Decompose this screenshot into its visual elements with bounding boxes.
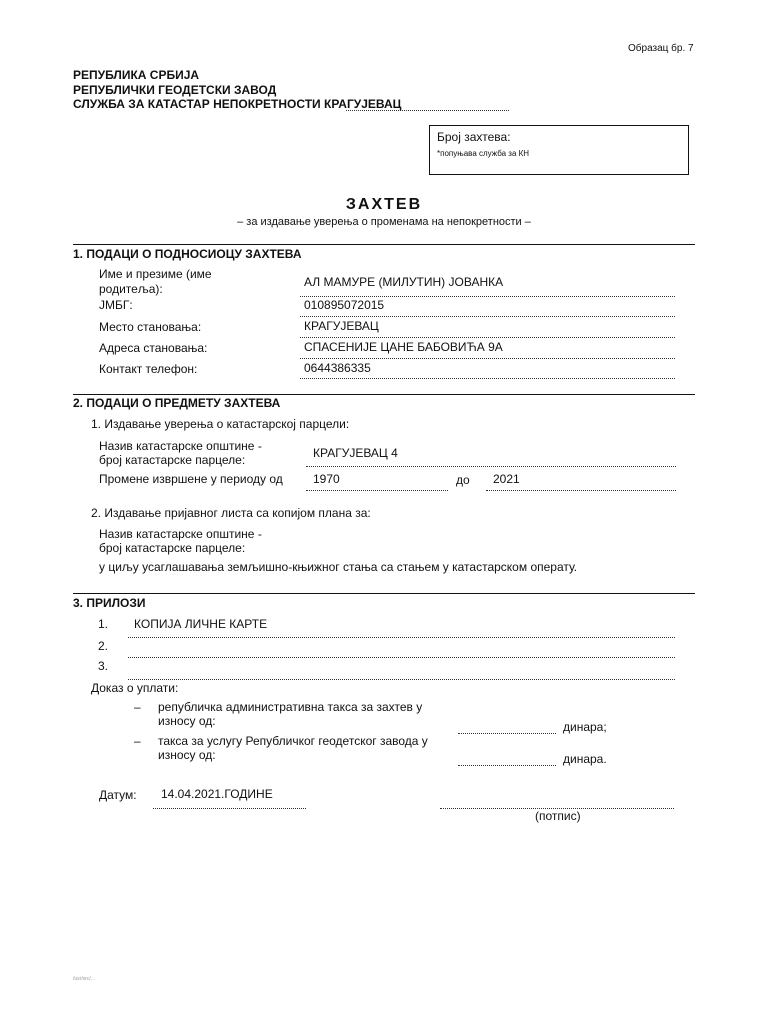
attachment-1-dotline bbox=[128, 637, 675, 638]
fee-1-amount-field[interactable] bbox=[458, 733, 556, 734]
form-title: ЗАХТЕВ bbox=[345, 196, 423, 213]
address-dotline bbox=[300, 358, 675, 359]
attachment-1-number: 1. bbox=[98, 617, 109, 631]
jmbg-label: ЈМБГ: bbox=[99, 298, 133, 312]
fee-1-unit: динара; bbox=[563, 720, 607, 734]
attachment-1-field[interactable]: КОПИЈА ЛИЧНЕ КАРТЕ bbox=[134, 617, 268, 631]
address-label: Адреса становања: bbox=[99, 341, 208, 355]
fee-2-dash: – bbox=[134, 734, 141, 748]
name-label-line2: родитеља): bbox=[99, 282, 163, 296]
jmbg-field[interactable]: 010895072015 bbox=[304, 298, 385, 312]
municipality-label-line2: број катастарске парцеле: bbox=[99, 453, 246, 467]
period-to-label: до bbox=[456, 473, 470, 487]
footer-path: /usr/src/... bbox=[73, 976, 95, 982]
residence-label: Место становања: bbox=[99, 320, 202, 334]
request-number-box[interactable] bbox=[429, 125, 689, 175]
attachment-2-number: 2. bbox=[98, 639, 109, 653]
fee-2-amount-field[interactable] bbox=[458, 765, 556, 766]
request-number-label: Број захтева: bbox=[437, 130, 511, 144]
phone-dotline bbox=[300, 378, 675, 379]
form-subtitle: – за издавање уверења о променама на непокретности – bbox=[237, 216, 531, 228]
section3-rule bbox=[73, 593, 695, 594]
name-dotline bbox=[300, 296, 675, 297]
municipality-dotline bbox=[306, 466, 676, 467]
date-label: Датум: bbox=[99, 788, 137, 802]
fee-2-unit: динара. bbox=[563, 752, 607, 766]
section2-item2: 2. Издавање пријавног листа са копијом плана за: bbox=[91, 506, 371, 520]
header-line-1: РЕПУБЛИКА СРБИЈА bbox=[73, 68, 200, 82]
fee-2-text-line2: износу од: bbox=[158, 748, 216, 762]
address-field[interactable]: СПАСЕНИЈЕ ЦАНЕ БАБОВИЋА 9А bbox=[304, 340, 503, 354]
header-city-dotline bbox=[346, 110, 509, 111]
fee-1-text-line1: републичка административна такса за захтев у bbox=[158, 700, 423, 714]
period-label: Промене извршене у периоду од bbox=[99, 472, 283, 486]
header-line-2: РЕПУБЛИЧКИ ГЕОДЕТСКИ ЗАВОД bbox=[73, 83, 277, 97]
jmbg-dotline bbox=[300, 316, 675, 317]
phone-label: Контакт телефон: bbox=[99, 362, 198, 376]
purpose-text: у циљу усаглашавања земљишно-књижног стања са стањем у катастарском операту. bbox=[99, 560, 578, 574]
header-service-label: СЛУЖБА ЗА КАТАСТАР НЕПОКРЕТНОСТИ bbox=[73, 97, 321, 111]
section3-heading: 3. ПРИЛОЗИ bbox=[73, 596, 146, 610]
payment-label: Доказ о уплати: bbox=[91, 681, 179, 695]
header-service-city: КРАГУЈЕВАЦ bbox=[324, 97, 402, 111]
residence-dotline bbox=[300, 337, 675, 338]
period-to-dotline bbox=[486, 490, 676, 491]
municipality-label-line1: Назив катастарске општине - bbox=[99, 439, 262, 453]
period-from-field[interactable]: 1970 bbox=[313, 472, 340, 486]
fee-2-text-line1: такса за услугу Републичког геодетског завода у bbox=[158, 734, 428, 748]
signature-label: (потпис) bbox=[535, 809, 581, 823]
name-field[interactable]: АЛ МАМУРЕ (МИЛУТИН) ЈОВАНКА bbox=[304, 275, 504, 289]
section1-rule bbox=[73, 244, 695, 245]
attachment-3-dotline bbox=[128, 679, 675, 680]
municipality2-label-line2: број катастарске парцеле: bbox=[99, 541, 246, 555]
phone-field[interactable]: 0644386335 bbox=[304, 361, 371, 375]
section2-item1: 1. Издавање уверења о катастарској парцели: bbox=[91, 417, 350, 431]
fee-1-dash: – bbox=[134, 700, 141, 714]
period-to-field[interactable]: 2021 bbox=[493, 472, 520, 486]
period-from-dotline bbox=[306, 490, 448, 491]
municipality2-label-line1: Назив катастарске општине - bbox=[99, 527, 262, 541]
section2-heading: 2. ПОДАЦИ О ПРЕДМЕТУ ЗАХТЕВА bbox=[73, 396, 281, 410]
request-number-note: *попуњава служба за КН bbox=[437, 149, 530, 158]
fee-1-text-line2: износу од: bbox=[158, 714, 216, 728]
section1-heading: 1. ПОДАЦИ О ПОДНОСИОЦУ ЗАХТЕВА bbox=[73, 247, 302, 261]
municipality-field[interactable]: КРАГУЈЕВАЦ 4 bbox=[313, 446, 398, 460]
section2-rule bbox=[73, 394, 695, 395]
header-line-3 bbox=[73, 97, 401, 111]
attachment-2-dotline bbox=[128, 657, 675, 658]
residence-field[interactable]: КРАГУЈЕВАЦ bbox=[304, 319, 379, 333]
date-dotline bbox=[153, 808, 306, 809]
date-field[interactable]: 14.04.2021.ГОДИНЕ bbox=[161, 787, 273, 801]
form-code: Образац бр. 7 bbox=[628, 43, 694, 54]
attachment-3-number: 3. bbox=[98, 659, 109, 673]
name-label-line1: Име и презиме (име bbox=[99, 267, 212, 281]
